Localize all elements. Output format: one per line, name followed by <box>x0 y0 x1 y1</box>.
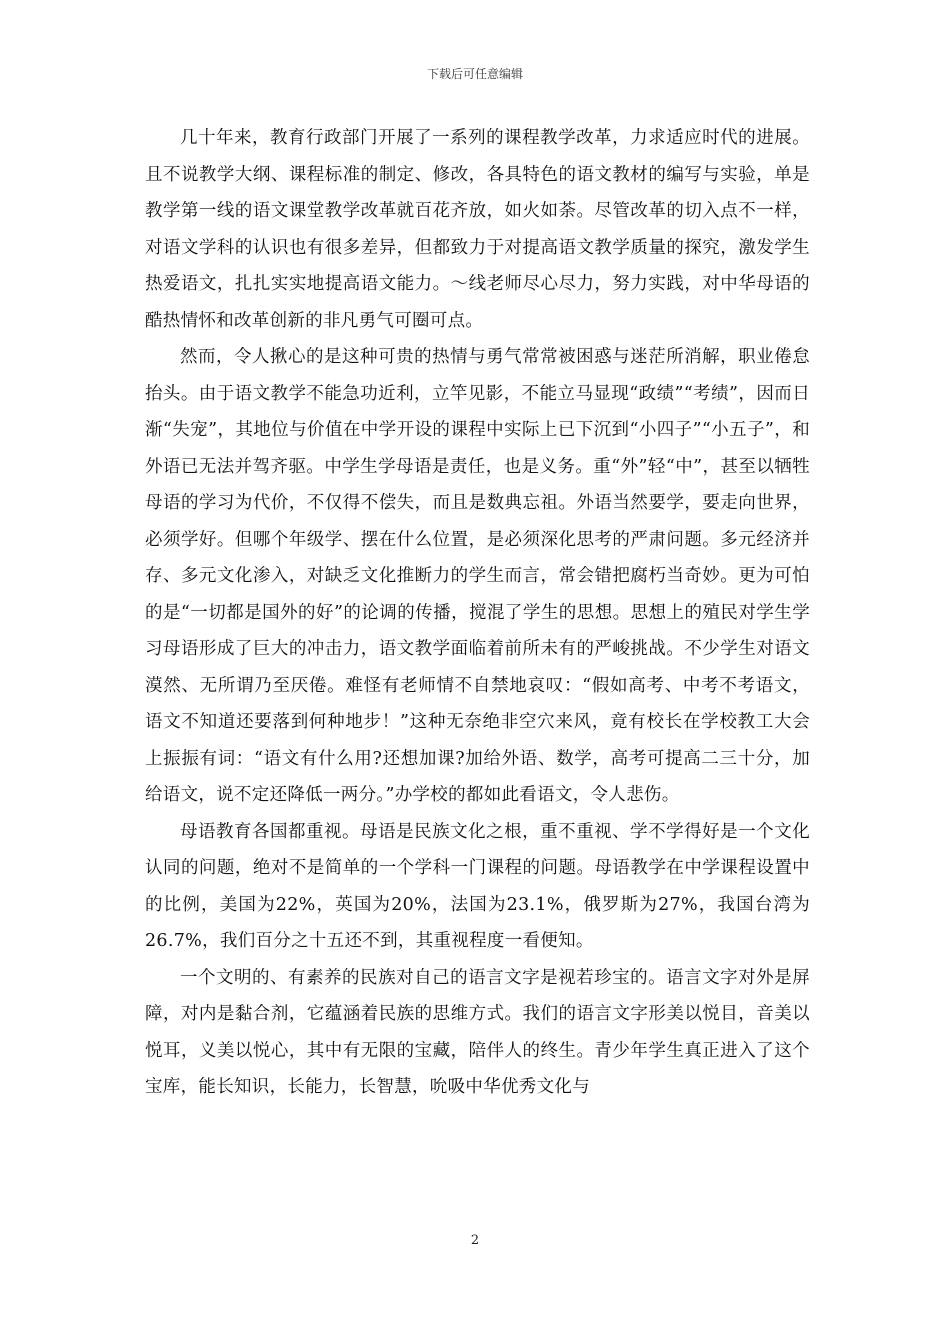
paragraph-2: 然而，令人揪心的是这种可贵的热情与勇气常常被困惑与迷茫所消解，职业倦怠抬头。由于语文教学不能急功近利，立竿见影，不能立马显现“政绩”“考绩”，因而日渐“失宠”，其地位与价值在中学开设的课程中实际上已下沉到“小四子”“小五子”，和外语已无法并驾齐驱。中学生学母语是责任，也是义务。重“外”轻“中”，甚至以牺牲母语的学习为代价，不仅得不偿失，而且是数典忘祖。外语当然要学，要走向世界，必须学好。但哪个年级学、摆在什么位置，是必须深化思考的严肃问题。多元经济并存、多元文化渗入，对缺乏文化推断力的学生而言，常会错把腐朽当奇妙。更为可怕的是“一切都是国外的好”的论调的传播，搅混了学生的思想。思想上的殖民对学生学习母语形成了巨大的冲击力，语文教学面临着前所未有的严峻挑战。不少学生对语文漠然、无所谓乃至厌倦。难怪有老师情不自禁地哀叹：“假如高考、中考不考语文，语文不知道还要落到何种地步！”这种无奈绝非空穴来风，竟有校长在学校教工大会上振振有词：“语文有什么用?还想加课?加给外语、数学，高考可提高二三十分，加给语文，说不定还降低一两分。”办学校的都如此看语文，令人悲伤。 <box>145 347 810 805</box>
paragraph-1: 几十年来，教育行政部门开展了一系列的课程教学改革，力求适应时代的进展。且不说教学大纲、课程标准的制定、修改，各具特色的语文教材的编写与实验，单是教学第一线的语文课堂教学改革就百花齐放，如火如荼。尽管改革的切入点不一样，对语文学科的认识也有很多差异，但都致力于对提高语文教学质量的探究，激发学生热爱语文，扎扎实实地提高语文能力。～线老师尽心尽力，努力实践，对中华母语的酷热情怀和改革创新的非凡勇气可圈可点。 <box>145 128 810 331</box>
document-body <box>145 120 810 1106</box>
paragraph-3: 母语教育各国都重视。母语是民族文化之根，重不重视、学不学得好是一个文化认同的问题，绝对不是简单的一个学科一门课程的问题。母语教学在中学课程设置中的比例，美国为22%，英国为20%，法国为23.1%，俄罗斯为27%，我国台湾为26.7%，我们百分之十五还不到，其重视程度一看便知。 <box>145 821 810 951</box>
paragraph-4: 一个文明的、有素养的民族对自己的语言文字是视若珍宝的。语言文字对外是屏障，对内是黏合剂，它蕴涵着民族的思维方式。我们的语言文字形美以悦目，音美以悦耳，义美以悦心，其中有无限的宝藏，陪伴人的终生。青少年学生真正进入了这个宝库，能长知识，长能力，长智慧，吮吸中华优秀文化与 <box>145 967 810 1097</box>
page-number: 2 <box>470 1233 480 1248</box>
page-header: 下载后可任意编辑 <box>426 67 523 81</box>
